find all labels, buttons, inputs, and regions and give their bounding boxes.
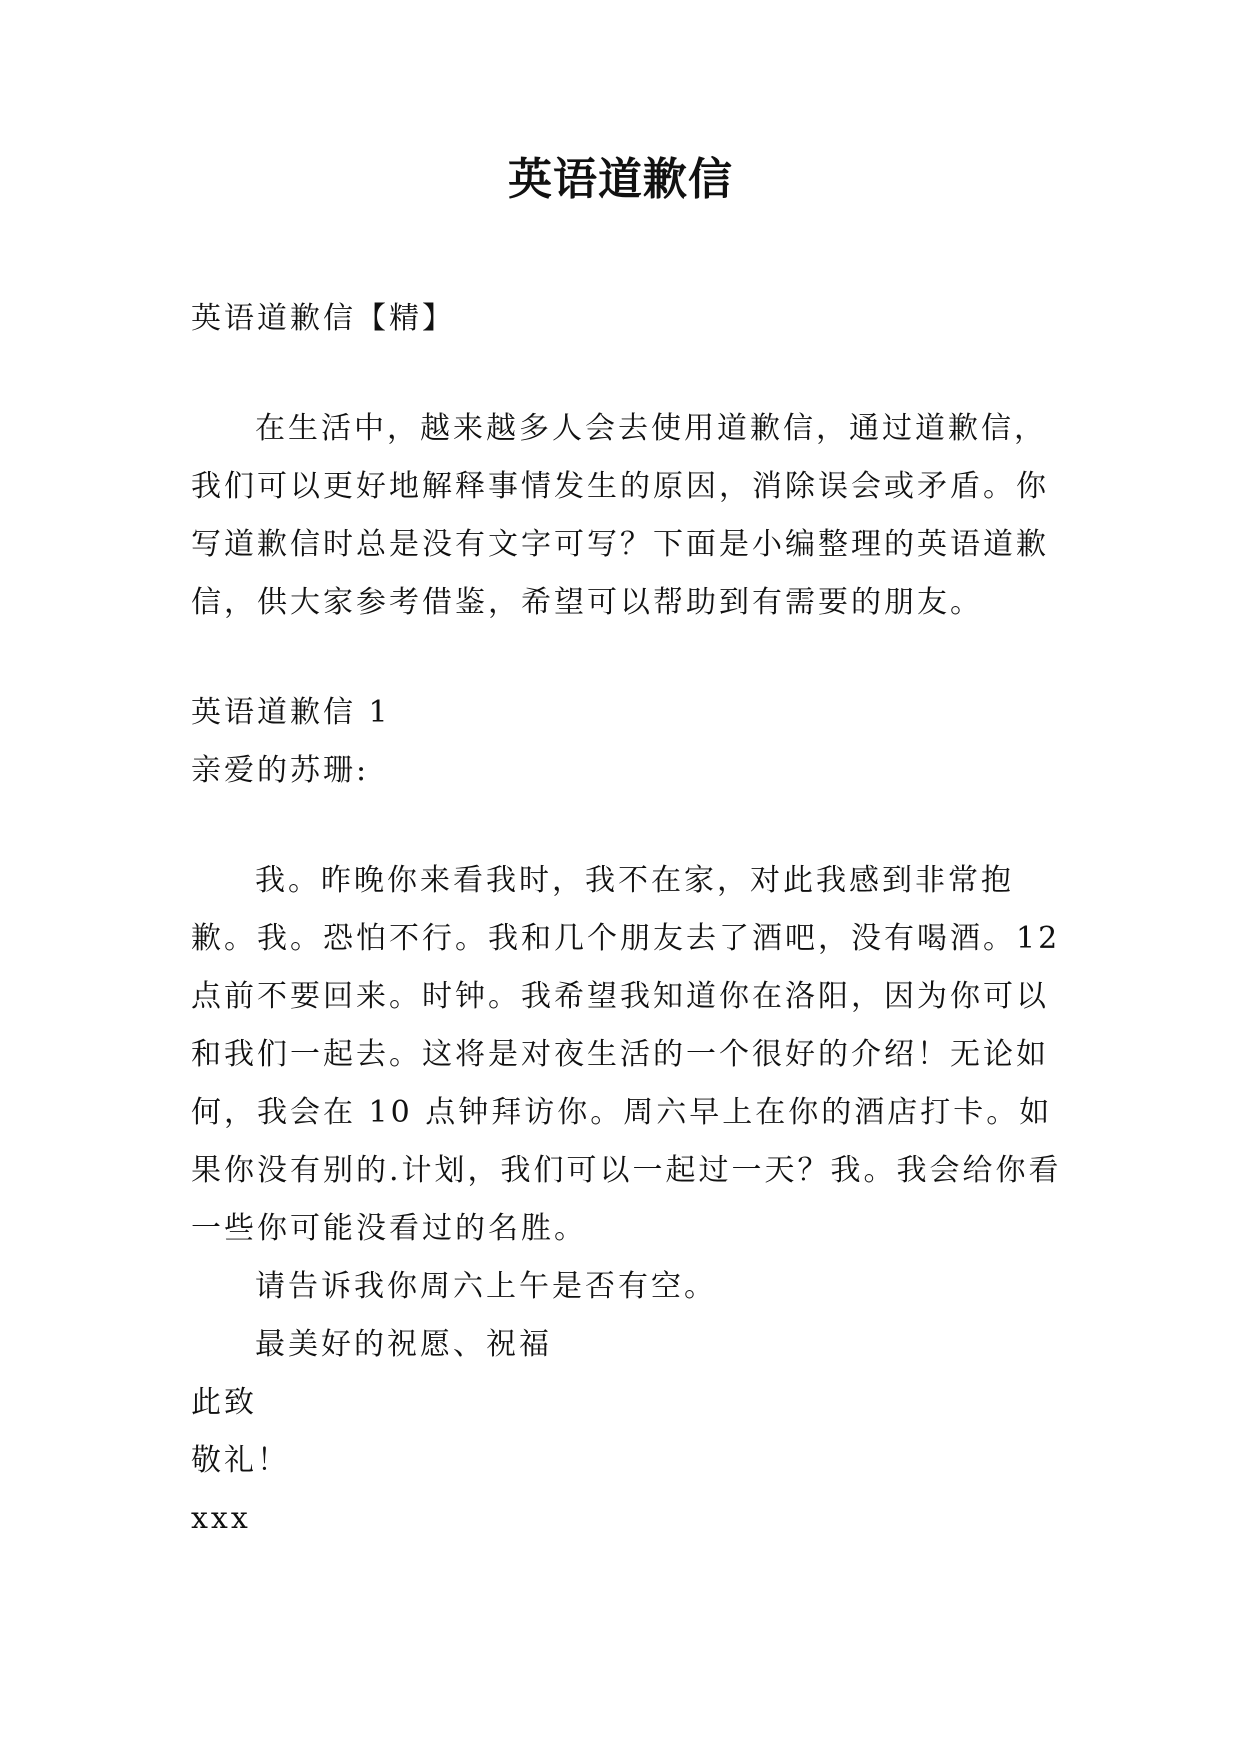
letter-wishes: 最美好的祝愿、祝福 bbox=[255, 1327, 552, 1362]
document-subtitle: 英语道歉信【精】 bbox=[191, 301, 455, 336]
letter-closing-2: 敬礼！ bbox=[191, 1443, 290, 1478]
letter-closing-1: 此致 bbox=[191, 1385, 257, 1420]
letter-signature: xxx bbox=[191, 1501, 251, 1536]
spacer bbox=[191, 632, 1071, 684]
spacer bbox=[191, 348, 1071, 400]
document-body bbox=[191, 290, 1071, 1548]
letter-heading: 英语道歉信 1 bbox=[191, 695, 391, 730]
document-title: 英语道歉信 bbox=[508, 154, 733, 205]
letter-body-paragraph: 我。昨晚你来看我时，我不在家，对此我感到非常抱歉。我。恐怕不行。我和几个朋友去了酒吧，没有喝酒。12 点前不要回来。时钟。我希望我知道你在洛阳，因为你可以和我们一起去。这将是对夜生活的一个很好的介绍！无论如何，我会在 10 点钟拜访你。周六早上在你的酒店打卡。如果你没有别的.计划，我们可以一起过一天？我。我会给你看一些你可能没看过的名胜。 bbox=[191, 863, 1062, 1246]
letter-salutation: 亲爱的苏珊: bbox=[191, 753, 370, 788]
letter-request: 请告诉我你周六上午是否有空。 bbox=[255, 1269, 717, 1304]
spacer bbox=[191, 800, 1071, 852]
intro-paragraph: 在生活中，越来越多人会去使用道歉信，通过道歉信，我们可以更好地解释事情发生的原因，消除误会或矛盾。你写道歉信时总是没有文字可写？下面是小编整理的英语道歉信，供大家参考借鉴，希望可以帮助到有需要的朋友。 bbox=[191, 411, 1049, 620]
